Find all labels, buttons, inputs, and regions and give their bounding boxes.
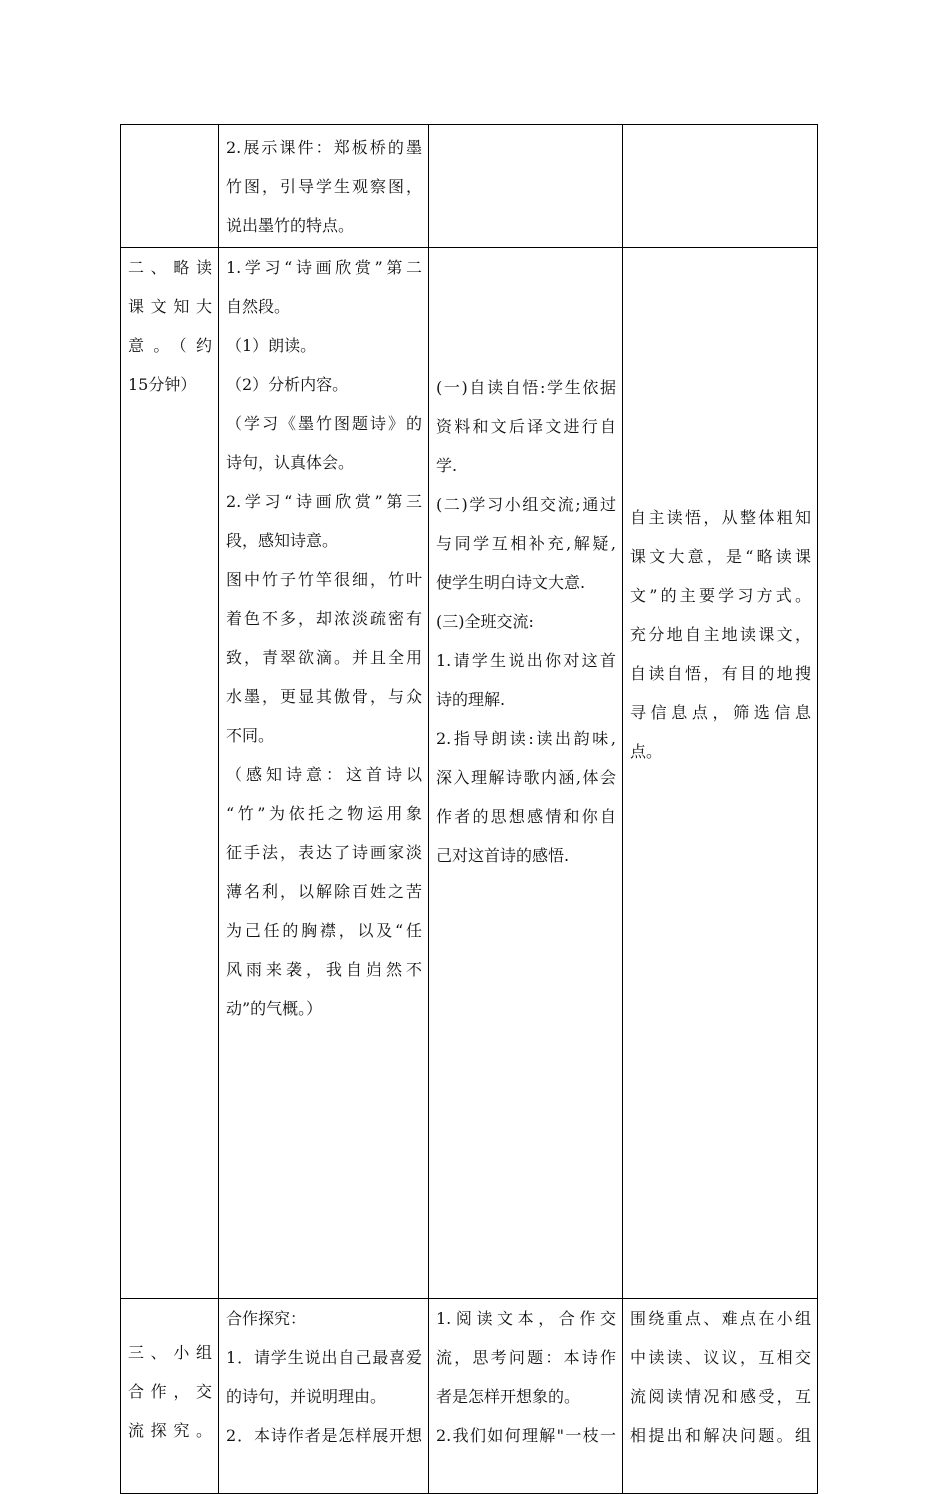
text-line: 1.学习“诗画欣赏”第二: [226, 258, 422, 277]
student-activity-cell: [429, 1299, 623, 1494]
text-line: 合作探究：: [226, 1309, 307, 1328]
text-line: 充分地自主地读课文，: [630, 625, 811, 644]
text-line: 不同。: [226, 726, 275, 745]
text-line: 三、小组: [128, 1343, 212, 1362]
text-line: 风雨来袭，我自岿然不: [226, 960, 422, 979]
teacher-activity-cell: [219, 125, 429, 248]
stage-cell: [121, 125, 219, 248]
teacher-activity-cell: [219, 248, 429, 1299]
design-intent-cell: [623, 1299, 818, 1494]
text-line: 竹图，引导学生观察图，: [226, 177, 422, 196]
text-line: 中读读、议议，互相交: [630, 1348, 811, 1367]
text-line: （感知诗意：这首诗以: [226, 765, 422, 784]
table-row: [121, 125, 818, 248]
text-line: 自读自悟，有目的地搜: [630, 664, 811, 683]
text-line: 诗的理解.: [436, 690, 506, 709]
text-line: 文”的主要学习方式。: [630, 586, 811, 605]
text-line: 点。: [630, 742, 663, 761]
stage-cell: [121, 1299, 219, 1494]
text-line: 2.我们如何理解"一枝一: [436, 1426, 616, 1445]
text-line: 段，感知诗意。: [226, 531, 339, 550]
text-line: 2.学习“诗画欣赏”第三: [226, 492, 422, 511]
text-line: 诗句，认真体会。: [226, 453, 355, 472]
student-activity-cell: [429, 248, 623, 1299]
student-activity-cell: [429, 125, 623, 248]
teacher-activity-cell: [219, 1299, 429, 1494]
design-intent-cell: [623, 125, 818, 248]
text-line: （2）分析内容。: [226, 375, 349, 394]
text-line: 15分钟）: [128, 375, 197, 394]
text-line: (三)全班交流:: [436, 612, 534, 631]
text-line: 征手法，表达了诗画家淡: [226, 843, 422, 862]
lesson-plan-table: [120, 124, 818, 1494]
text-line: 使学生明白诗文大意.: [436, 573, 586, 592]
text-line: 者是怎样开想象的。: [436, 1387, 581, 1406]
text-line: 2.展示课件：郑板桥的墨: [226, 138, 422, 157]
design-intent-cell: [623, 248, 818, 1299]
text-line: 1.请学生说出你对这首: [436, 651, 616, 670]
text-line: 自然段。: [226, 297, 291, 316]
text-line: （学习《墨竹图题诗》的: [226, 414, 422, 433]
text-line: 2．本诗作者是怎样展开想: [226, 1426, 422, 1445]
text-line: 深入理解诗歌内涵,体会: [436, 768, 616, 787]
text-line: (二)学习小组交流;通过: [436, 495, 616, 514]
text-line: 着色不多，却浓淡疏密有: [226, 609, 422, 628]
text-line: 1．请学生说出自己最喜爱: [226, 1348, 422, 1367]
text-line: 说出墨竹的特点。: [226, 216, 355, 235]
table-row: [121, 1299, 818, 1494]
text-line: 薄名利，以解除百姓之苦: [226, 882, 422, 901]
text-line: 流阅读情况和感受，互: [630, 1387, 811, 1406]
text-line: 流，思考问题：本诗作: [436, 1348, 616, 1367]
text-line: 围绕重点、难点在小组: [630, 1309, 811, 1328]
text-line: 流探究。: [128, 1421, 212, 1440]
text-line: 1.阅读文本，合作交: [436, 1309, 616, 1328]
text-line: (一)自读自悟:学生依据: [436, 378, 616, 397]
text-line: 作者的思想感情和你自: [436, 807, 616, 826]
text-line: 学.: [436, 456, 458, 475]
text-line: “竹”为依托之物运用象: [226, 804, 422, 823]
text-line: 为己任的胸襟，以及“任: [226, 921, 422, 940]
text-line: 图中竹子竹竿很细，竹叶: [226, 570, 422, 589]
text-line: 资料和文后译文进行自: [436, 417, 616, 436]
text-line: 课文知大: [128, 297, 212, 316]
text-line: （1）朗读。: [226, 336, 317, 355]
table-row: [121, 248, 818, 1299]
text-line: 课文大意，是“略读课: [630, 547, 811, 566]
text-line: 己对这首诗的感悟.: [436, 846, 570, 865]
text-line: 与同学互相补充,解疑,: [436, 534, 616, 553]
text-line: 水墨，更显其傲骨，与众: [226, 687, 422, 706]
text-line: 致，青翠欲滴。并且全用: [226, 648, 422, 667]
text-line: 的诗句，并说明理由。: [226, 1387, 387, 1406]
text-line: 寻信息点，筛选信息: [630, 703, 811, 722]
text-line: 相提出和解决问题。组: [630, 1426, 811, 1445]
text-line: 2.指导朗读:读出韵味,: [436, 729, 616, 748]
text-line: 二、略读: [128, 258, 212, 277]
text-line: 动”的气概。）: [226, 999, 323, 1018]
text-line: 合作，交: [128, 1382, 212, 1401]
text-line: 意。（约: [128, 336, 212, 355]
stage-cell: [121, 248, 219, 1299]
text-line: 自主读悟，从整体粗知: [630, 508, 811, 527]
